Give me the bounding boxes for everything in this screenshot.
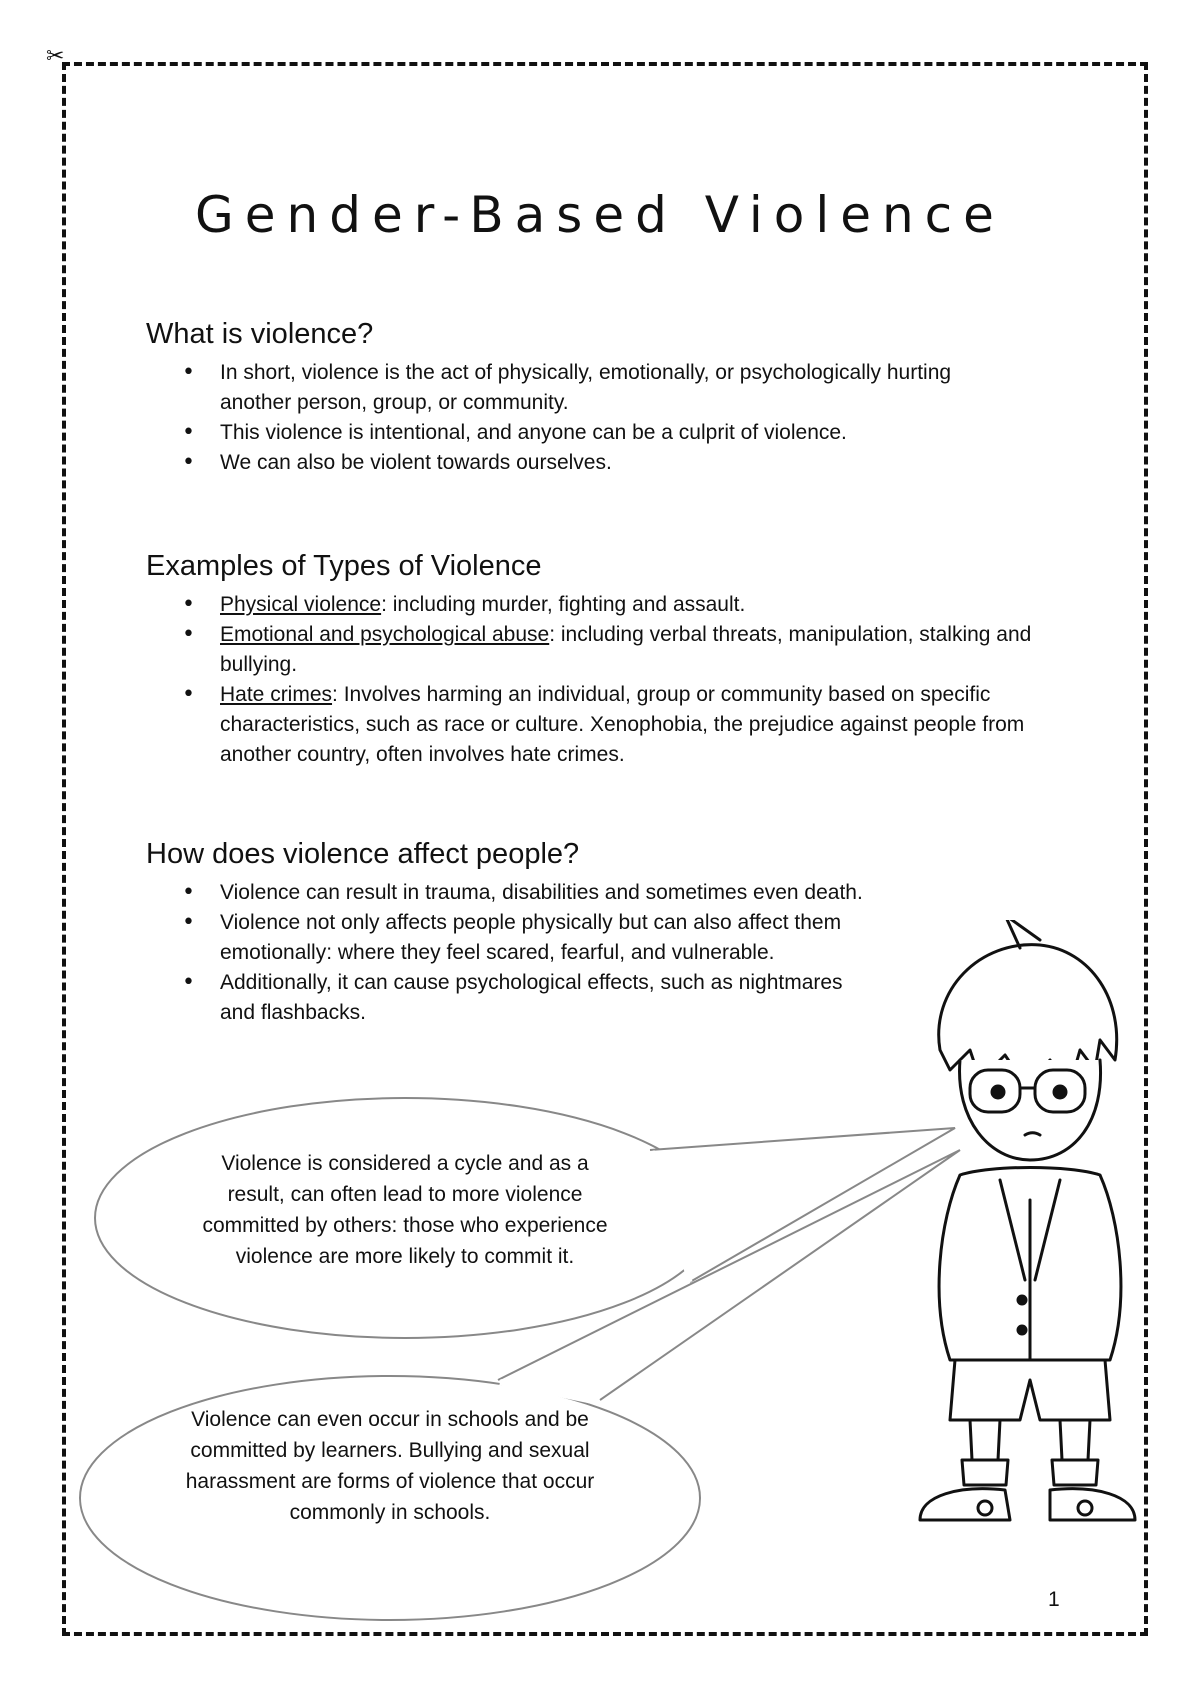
term-description: : including murder, fighting and assault. — [381, 593, 746, 616]
list-item: • Additionally, it can cause psychological effects, such as nightmares and flashbacks. — [220, 968, 860, 1028]
term-label: Physical violence — [220, 593, 382, 616]
page-number: 1 — [1048, 1588, 1060, 1611]
speech-bubble-text-2: Violence can even occur in schools and be committed by learners. Bullying and sexual harassment are forms of violence that occur commonly in schools. — [185, 1408, 595, 1524]
page-title: Gender-Based Violence — [195, 186, 1005, 244]
section-heading: Examples of Types of Violence — [146, 550, 542, 582]
section-heading: How does violence affect people? — [146, 838, 580, 870]
term-description: : including verbal threats, manipulation, stalking and bullying. — [220, 623, 1032, 676]
section-heading: What is violence? — [146, 318, 374, 350]
list-item: • We can also be violent towards ourselves. — [220, 448, 1020, 478]
cartoon-boy-illustration — [900, 920, 1140, 1540]
list-item: • Violence can result in trauma, disabilities and sometimes even death. — [220, 878, 1046, 908]
term-label: Hate crimes — [220, 683, 333, 706]
speech-bubble-text-1: Violence is considered a cycle and as a result, can often lead to more violence committed by others: those who experience violence are more likely to commit it. — [202, 1152, 608, 1268]
scissors-icon: ✂ — [46, 44, 65, 69]
list-item: • In short, violence is the act of physically, emotionally, or psychologically hurting another person, group, or community. — [220, 358, 1020, 418]
term-description: : Involves harming an individual, group or community based on specific characteristics, such as race or culture. Xenophobia, the prejudice against people from another country, often involves hate crimes. — [220, 683, 1025, 766]
term-label: Emotional and psychological abuse — [220, 623, 550, 646]
list-item: • This violence is intentional, and anyone can be a culprit of violence. — [220, 418, 1020, 448]
list-item: • Violence not only affects people physically but can also affect them emotionally: where they feel scared, fearful, and vulnerable. — [220, 908, 860, 968]
